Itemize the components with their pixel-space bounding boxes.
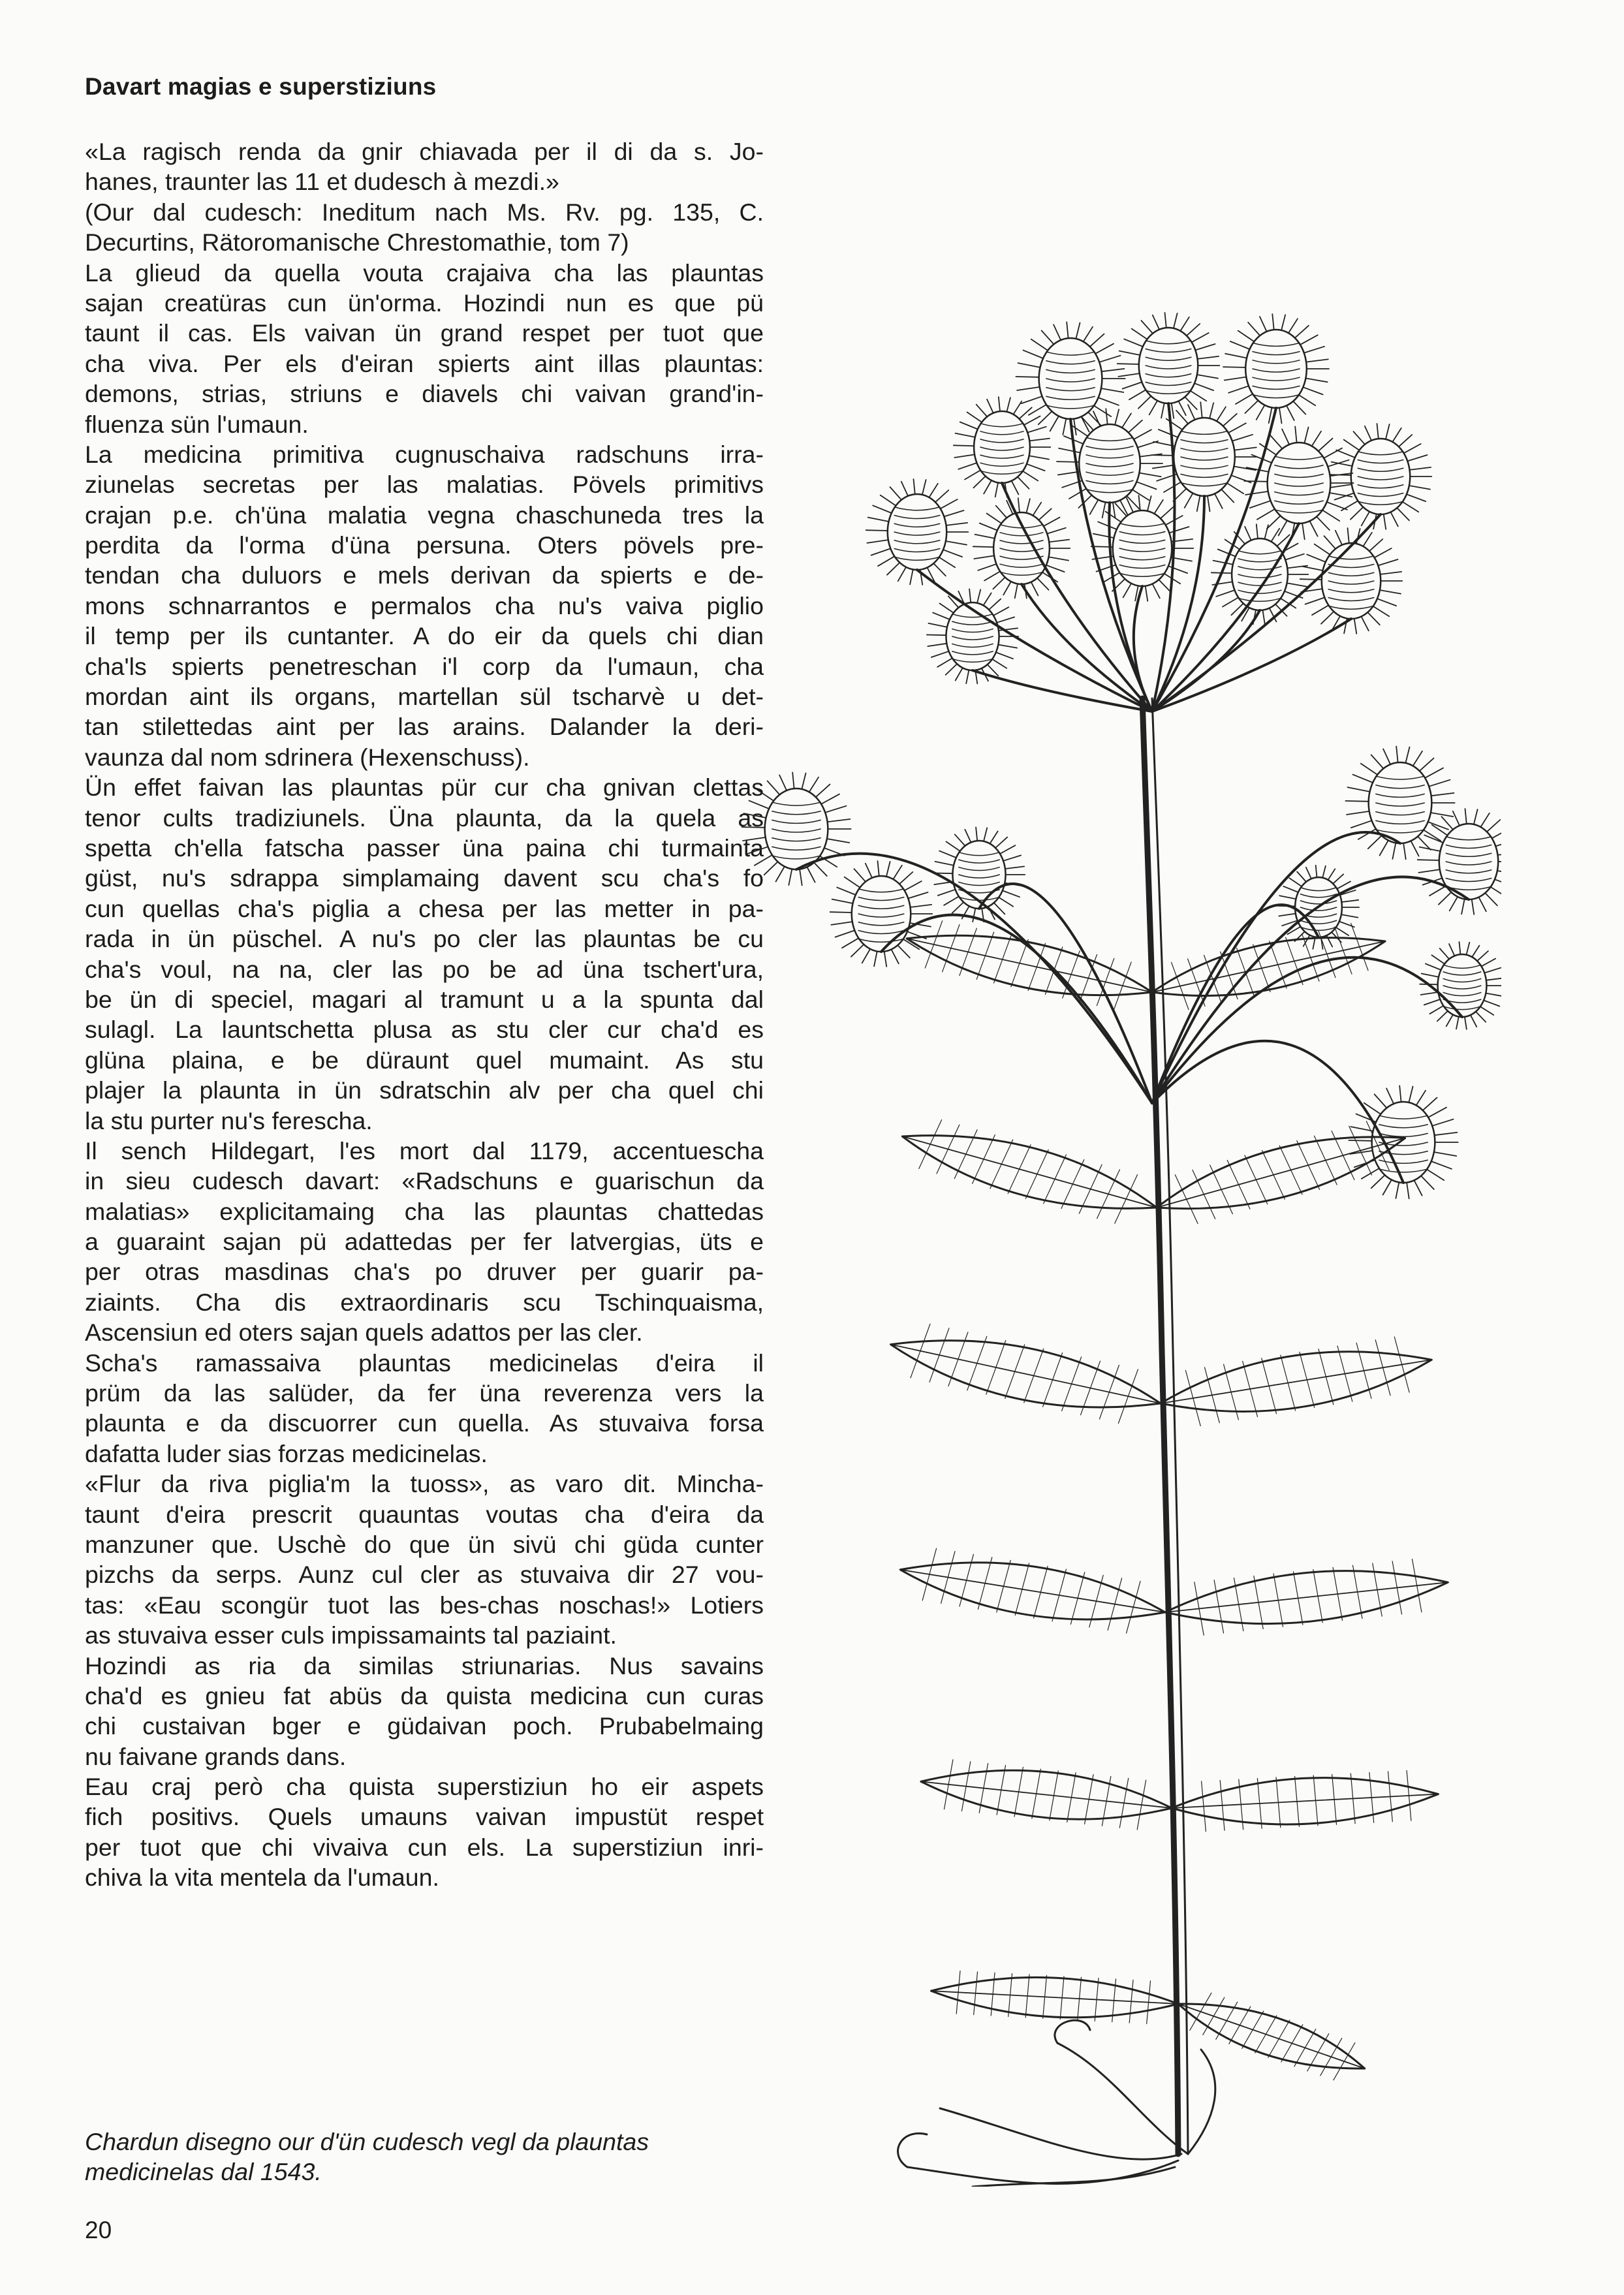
text-line: taunt d'eira prescrit quauntas voutas cha d'eira da [85, 1500, 764, 1528]
head-texture [1446, 837, 1491, 890]
head-texture [1238, 551, 1281, 602]
text-line: dafatta luder sias forzas medicinelas. [85, 1439, 488, 1467]
flower-stalk [1002, 483, 1152, 711]
flower-head [1039, 338, 1102, 419]
flower-head [1232, 539, 1288, 610]
flower-head [1369, 762, 1432, 843]
leaf-midrib [1172, 1794, 1438, 1808]
root-strand [898, 2133, 927, 2167]
flower-stalk [1152, 877, 1469, 1103]
leaf-midrib [1165, 1582, 1448, 1612]
text-line: spetta ch'ella fatscha passer üna paina chi turmainta [85, 834, 764, 862]
head-texture [1253, 343, 1300, 398]
head-texture [1328, 556, 1374, 610]
text-line: ziaints. Cha dis extraordinaris scu Tschinquaisma, [85, 1288, 764, 1316]
text-line: (Our dal cudesch: Ineditum nach Ms. Rv. pg. 135, C. [85, 198, 764, 226]
head-texture [772, 802, 820, 859]
text-line: mordan aint ils organs, martellan sül tscharvè u det- [85, 683, 764, 711]
text-line: cha viva. Per els d'eiran spierts aint illas plauntas: [85, 349, 764, 377]
flower-head [1079, 424, 1140, 503]
flower-stalk [917, 570, 1152, 711]
text-line: taunt il cas. Els vaivan ün grand respet per tuot que [85, 319, 764, 347]
text-line: ziunelas secretas per las malatias. Pövels primitivs [85, 471, 764, 499]
text-line: prüm da las salüder, da fer üna reverenza vers la [85, 1379, 764, 1407]
flower-stalk [1022, 584, 1152, 711]
text-line: sajan creatüras cun ün'orma. Hozindi nun es que pü [85, 289, 764, 317]
text-line: demons, strias, striuns e diavels chi vaivan grand'in- [85, 380, 764, 408]
flower-head [1174, 418, 1235, 496]
flower-head [1372, 1102, 1435, 1183]
text-line: Eau craj però cha quista superstiziun ho eir aspets [85, 1773, 764, 1801]
flower-stalk [1152, 832, 1400, 1103]
text-line: in sieu cudesch davart: «Radschuns e guarischun da [85, 1167, 764, 1195]
text-line: tas: «Eau scongür tuot las bes-chas noschas!» Lotiers [85, 1591, 764, 1619]
flower-head [974, 411, 1030, 483]
plant-leaves [891, 921, 1448, 2080]
text-line: fich positivs. Quels umauns vaivan impustüt respet [85, 1803, 764, 1831]
head-texture [1300, 888, 1336, 931]
text-line: Scha's ramassaiva plauntas medicinelas d'eira il [85, 1349, 764, 1377]
body-text [85, 136, 764, 1893]
root-strand [1055, 2020, 1090, 2043]
text-line: sulagl. La launtschetta plusa as stu cler cur cha'd es [85, 1016, 764, 1044]
text-line: tendan cha duluors e mels derivan da spierts e de- [85, 561, 764, 589]
text-line: cha's voul, na na, cler las po be ad üna tschert'ura, [85, 955, 764, 983]
root-strand [907, 2161, 1178, 2183]
text-line: tan stilettedas aint per las arains. Dalander la deri- [85, 713, 764, 741]
head-texture [858, 889, 904, 943]
head-texture [1119, 523, 1165, 577]
text-line: Il sench Hildegart, l'es mort dal 1179, accentuescha [85, 1136, 764, 1164]
text-line: «La ragisch renda da gnir chiavada per il di da s. Jo- [85, 138, 764, 165]
text-line: Ascensiun ed oters sajan quels adattos per las cler. [85, 1319, 643, 1347]
head-texture [1046, 352, 1095, 409]
head-texture [1146, 341, 1191, 394]
flower-head [1245, 330, 1307, 408]
text-line: fluenza sün l'umaun. [85, 410, 309, 438]
head-texture [894, 507, 940, 561]
text-line: tenor cults tradiziunels. Üna plaunta, da la quela as [85, 804, 764, 832]
head-texture [1000, 525, 1043, 576]
text-line: La medicina primitiva cugnuschaiva radschuns irra- [85, 440, 764, 468]
head-texture [1181, 431, 1228, 486]
text-line: cha'd es gnieu fat abüs da quista medicina cun curas [85, 1681, 764, 1710]
head-texture [1275, 456, 1323, 513]
text-line: Decurtins, Rätoromanische Chrestomathie, tom 7) [85, 228, 629, 257]
flower-heads [742, 313, 1501, 1198]
plant-root [898, 2020, 1215, 2187]
leaf-midrib [931, 1991, 1178, 2004]
text-line: rada in ün püschel. A nu's po cler las plauntas be cu [85, 925, 764, 953]
leaf-midrib [891, 1345, 1161, 1403]
text-line: glüna plaina, e be düraunt quel mumaint. As stu [85, 1046, 764, 1074]
text-line: «Flur da riva piglia'm la tuoss», as varo dit. Mincha- [85, 1470, 764, 1498]
text-line: perdita da l'orma d'üna persuna. Oters pövels pre- [85, 531, 764, 559]
text-line: Hozindi as ria da similas striunarias. Nus savains [85, 1651, 764, 1679]
leaf-midrib [900, 1570, 1165, 1612]
head-texture [959, 852, 999, 901]
text-line: vaunza dal nom sdrinera (Hexenschuss). [85, 743, 530, 771]
text-line: La glieud da quella vouta crajaiva cha las plauntas [85, 258, 764, 287]
plant-stems [796, 403, 1469, 2154]
text-line: nu faivane grands dans. [85, 1742, 347, 1770]
page-number: 20 [85, 2217, 112, 2243]
text-line: malatias» explicitamaing cha las plauntas chattedas [85, 1197, 764, 1225]
flower-head [765, 788, 828, 869]
main-stem-outline [1152, 698, 1188, 2154]
text-line: plajer la plaunta in ün sdratschin alv per cha quel chi [85, 1076, 764, 1104]
caption-line: medicinelas dal 1543. [85, 2158, 322, 2185]
text-line: cha'ls spierts penetreschan i'l corp da l'umaun, cha [85, 652, 764, 680]
text-line: manzuner que. Uschè do que ün sivü chi güda cunter [85, 1530, 764, 1558]
root-strand [1057, 2043, 1188, 2154]
flower-head [1268, 443, 1331, 523]
text-line: cun quellas cha's piglia a chesa per las metter in pa- [85, 894, 764, 922]
head-texture [1086, 437, 1133, 492]
text-line: mons schnarrantos e permalos cha nu's vaiva piglio [85, 591, 764, 619]
text-line: güst, nu's sdrappa simplamaing davent scu cha's fo [85, 864, 764, 892]
section-heading: Davart magias e superstiziuns [85, 73, 437, 100]
text-line: la stu purter nu's ferescha. [85, 1106, 373, 1134]
text-line: il temp per ils cuntanter. A do eir da quels chi dian [85, 622, 764, 650]
text-line: plaunta e da discuorrer cun quella. As stuvaiva forsa [85, 1409, 764, 1437]
text-line: hanes, traunter las 11 et dudesch à mezdi.» [85, 168, 559, 196]
text-line: per otras masdinas cha's po druver per guarir pa- [85, 1258, 764, 1286]
figure-caption [85, 2127, 777, 2187]
root-strand [1188, 2050, 1215, 2154]
leaf-midrib [921, 1781, 1172, 1808]
caption-line: Chardun disegno our d'ün cudesch vegl da plauntas [85, 2128, 649, 2155]
text-line: Ün effet faivan las plauntas pür cur cha gnivan clettas [85, 773, 764, 802]
teasel-illustration [692, 307, 1501, 2187]
text-line: chi custaivan bger e güdaivan poch. Prubabelmaing [85, 1712, 764, 1740]
text-line: a guaraint sajan pü adattedas per fer latvergias, üts e [85, 1228, 764, 1256]
text-line: as stuvaiva esser culs impissamaints tal paziaint. [85, 1621, 617, 1649]
text-line: crajan p.e. ch'üna malatia vegna chaschuneda tres la [85, 501, 764, 529]
text-line: chiva la vita mentela da l'umaun. [85, 1864, 439, 1892]
text-line: per tuot que chi vivaiva cun els. La superstiziun inri- [85, 1833, 764, 1861]
head-texture [1376, 776, 1424, 833]
head-texture [980, 424, 1023, 475]
head-texture [1358, 452, 1403, 505]
leaf-midrib [1178, 2004, 1365, 2069]
head-texture [952, 614, 993, 663]
text-line: pizchs da serps. Aunz cul cler as stuvaiva dir 27 vou- [85, 1561, 764, 1589]
text-line: be ün di speciel, magari al tramunt u a la spunta dal [85, 985, 764, 1013]
